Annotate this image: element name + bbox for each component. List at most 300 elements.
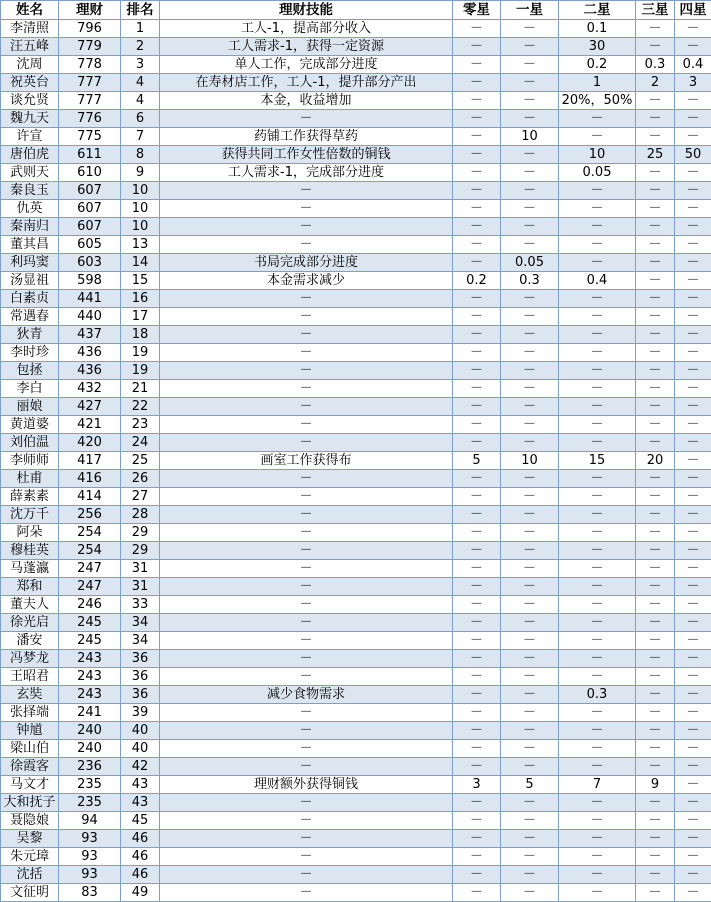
cell-star-3: －	[636, 632, 675, 650]
cell-rank: 25	[121, 452, 160, 470]
cell-star-0: －	[453, 380, 501, 398]
table-row	[1, 254, 711, 272]
cell-star-4: －	[675, 722, 711, 740]
cell-star-2: －	[559, 236, 636, 254]
cell-star-3: －	[636, 704, 675, 722]
cell-star-3: －	[636, 398, 675, 416]
table-row	[1, 704, 711, 722]
cell-star-1: －	[501, 398, 559, 416]
table-row	[1, 596, 711, 614]
cell-skill: －	[160, 812, 453, 830]
cell-star-3: －	[636, 362, 675, 380]
cell-star-0: －	[453, 632, 501, 650]
cell-star-2: －	[559, 398, 636, 416]
cell-star-3: －	[636, 722, 675, 740]
cell-skill: 减少食物需求	[160, 686, 453, 704]
cell-star-1: －	[501, 74, 559, 92]
cell-star-1: －	[501, 794, 559, 812]
cell-skill: －	[160, 524, 453, 542]
cell-rank: 26	[121, 470, 160, 488]
cell-star-1: －	[501, 704, 559, 722]
cell-star-1: －	[501, 308, 559, 326]
cell-skill: －	[160, 614, 453, 632]
cell-money: 610	[59, 164, 121, 182]
cell-star-0: －	[453, 848, 501, 866]
cell-money: 235	[59, 794, 121, 812]
cell-rank: 24	[121, 434, 160, 452]
cell-star-0: －	[453, 650, 501, 668]
cell-rank: 4	[121, 92, 160, 110]
table-row	[1, 236, 711, 254]
cell-rank: 6	[121, 110, 160, 128]
cell-star-0: －	[453, 74, 501, 92]
cell-money: 796	[59, 20, 121, 38]
cell-star-4: －	[675, 830, 711, 848]
cell-star-0: －	[453, 686, 501, 704]
cell-star-2: －	[559, 488, 636, 506]
cell-money: 94	[59, 812, 121, 830]
cell-skill: －	[160, 596, 453, 614]
cell-money: 607	[59, 218, 121, 236]
cell-star-1: －	[501, 488, 559, 506]
cell-star-1: －	[501, 200, 559, 218]
cell-skill: 本金，收益增加	[160, 92, 453, 110]
cell-name: 黄道婆	[1, 416, 59, 434]
cell-star-2: －	[559, 254, 636, 272]
cell-skill: －	[160, 470, 453, 488]
cell-star-3: －	[636, 254, 675, 272]
cell-star-1: －	[501, 434, 559, 452]
cell-star-3: －	[636, 650, 675, 668]
cell-name: 李白	[1, 380, 59, 398]
cell-rank: 10	[121, 182, 160, 200]
cell-star-0: －	[453, 830, 501, 848]
cell-star-2: －	[559, 128, 636, 146]
table-row	[1, 668, 711, 686]
cell-name: 唐伯虎	[1, 146, 59, 164]
cell-skill: －	[160, 380, 453, 398]
cell-money: 243	[59, 686, 121, 704]
cell-star-1: －	[501, 884, 559, 902]
table-row	[1, 308, 711, 326]
cell-star-2: 0.1	[559, 20, 636, 38]
cell-star-4: －	[675, 614, 711, 632]
table-row	[1, 200, 711, 218]
cell-star-4: －	[675, 848, 711, 866]
cell-star-0: －	[453, 866, 501, 884]
cell-rank: 22	[121, 398, 160, 416]
cell-rank: 2	[121, 38, 160, 56]
cell-star-0: －	[453, 596, 501, 614]
cell-star-2: －	[559, 704, 636, 722]
cell-star-1: －	[501, 182, 559, 200]
cell-rank: 29	[121, 524, 160, 542]
cell-star-3: 2	[636, 74, 675, 92]
cell-star-0: －	[453, 200, 501, 218]
cell-skill: －	[160, 866, 453, 884]
table-row	[1, 128, 711, 146]
cell-skill: 画室工作获得布	[160, 452, 453, 470]
cell-star-1: 5	[501, 776, 559, 794]
cell-skill: －	[160, 632, 453, 650]
cell-name: 潘安	[1, 632, 59, 650]
table-body	[1, 20, 711, 902]
cell-skill: 单人工作，完成部分进度	[160, 56, 453, 74]
cell-star-1: －	[501, 830, 559, 848]
cell-star-0: －	[453, 38, 501, 56]
cell-money: 93	[59, 830, 121, 848]
cell-money: 414	[59, 488, 121, 506]
table-row	[1, 686, 711, 704]
cell-star-2: －	[559, 866, 636, 884]
cell-star-3: －	[636, 524, 675, 542]
cell-money: 243	[59, 668, 121, 686]
cell-star-1: －	[501, 542, 559, 560]
cell-name: 王昭君	[1, 668, 59, 686]
cell-star-0: －	[453, 578, 501, 596]
cell-star-1: －	[501, 110, 559, 128]
cell-skill: －	[160, 416, 453, 434]
cell-star-3: －	[636, 560, 675, 578]
cell-money: 241	[59, 704, 121, 722]
cell-star-1: －	[501, 344, 559, 362]
cell-star-3: －	[636, 668, 675, 686]
cell-star-2: 0.4	[559, 272, 636, 290]
cell-star-1: －	[501, 686, 559, 704]
cell-star-1: －	[501, 866, 559, 884]
cell-name: 秦良玉	[1, 182, 59, 200]
cell-star-4: －	[675, 632, 711, 650]
cell-skill: －	[160, 668, 453, 686]
cell-rank: 18	[121, 326, 160, 344]
cell-star-0: －	[453, 668, 501, 686]
cell-rank: 45	[121, 812, 160, 830]
cell-rank: 33	[121, 596, 160, 614]
cell-rank: 19	[121, 344, 160, 362]
cell-star-1: －	[501, 470, 559, 488]
cell-star-2: －	[559, 380, 636, 398]
cell-star-3: －	[636, 200, 675, 218]
cell-rank: 13	[121, 236, 160, 254]
cell-star-0: －	[453, 218, 501, 236]
cell-star-3: －	[636, 542, 675, 560]
cell-star-0: －	[453, 92, 501, 110]
cell-star-3: －	[636, 848, 675, 866]
cell-star-0: －	[453, 236, 501, 254]
cell-skill: －	[160, 362, 453, 380]
cell-star-3: 20	[636, 452, 675, 470]
cell-star-0: －	[453, 326, 501, 344]
cell-skill: －	[160, 794, 453, 812]
cell-star-4: －	[675, 290, 711, 308]
cell-star-4: －	[675, 686, 711, 704]
cell-star-4: －	[675, 452, 711, 470]
cell-star-0: －	[453, 146, 501, 164]
cell-star-2: －	[559, 218, 636, 236]
cell-star-0: －	[453, 308, 501, 326]
cell-skill: －	[160, 434, 453, 452]
cell-money: 256	[59, 506, 121, 524]
cell-star-4: －	[675, 470, 711, 488]
cell-star-0: －	[453, 416, 501, 434]
cell-star-1: －	[501, 92, 559, 110]
cell-star-1: －	[501, 650, 559, 668]
cell-name: 徐光启	[1, 614, 59, 632]
cell-star-2: －	[559, 596, 636, 614]
cell-skill: －	[160, 182, 453, 200]
cell-star-4: －	[675, 506, 711, 524]
cell-star-4: －	[675, 236, 711, 254]
cell-money: 603	[59, 254, 121, 272]
cell-rank: 21	[121, 380, 160, 398]
cell-name: 祝英台	[1, 74, 59, 92]
cell-star-4: －	[675, 434, 711, 452]
cell-star-2: －	[559, 812, 636, 830]
cell-name: 薛素素	[1, 488, 59, 506]
cell-name: 仇英	[1, 200, 59, 218]
cell-star-1: －	[501, 848, 559, 866]
table-row	[1, 560, 711, 578]
cell-star-0: －	[453, 884, 501, 902]
cell-rank: 4	[121, 74, 160, 92]
cell-star-1: －	[501, 560, 559, 578]
cell-money: 93	[59, 848, 121, 866]
cell-star-0: －	[453, 290, 501, 308]
cell-money: 417	[59, 452, 121, 470]
cell-star-0: －	[453, 254, 501, 272]
table-row	[1, 524, 711, 542]
cell-star-2: －	[559, 110, 636, 128]
cell-skill: 在寿材店工作，工人-1，提升部分产出	[160, 74, 453, 92]
cell-name: 马蓬瀛	[1, 560, 59, 578]
cell-skill: －	[160, 578, 453, 596]
cell-rank: 31	[121, 578, 160, 596]
cell-star-2: －	[559, 740, 636, 758]
table-row	[1, 416, 711, 434]
cell-skill: 获得共同工作女性倍数的铜钱	[160, 146, 453, 164]
cell-star-4: －	[675, 20, 711, 38]
cell-rank: 8	[121, 146, 160, 164]
cell-name: 武则天	[1, 164, 59, 182]
table-row	[1, 56, 711, 74]
cell-star-4: －	[675, 380, 711, 398]
cell-skill: －	[160, 740, 453, 758]
cell-skill: －	[160, 488, 453, 506]
table-row	[1, 794, 711, 812]
cell-star-1: －	[501, 56, 559, 74]
cell-money: 611	[59, 146, 121, 164]
cell-name: 沈括	[1, 866, 59, 884]
cell-skill: －	[160, 758, 453, 776]
cell-star-3: －	[636, 218, 675, 236]
cell-star-1: －	[501, 758, 559, 776]
cell-rank: 46	[121, 866, 160, 884]
cell-money: 436	[59, 362, 121, 380]
cell-rank: 27	[121, 488, 160, 506]
cell-star-2: 0.3	[559, 686, 636, 704]
cell-rank: 43	[121, 794, 160, 812]
cell-rank: 10	[121, 218, 160, 236]
cell-name: 郑和	[1, 578, 59, 596]
cell-star-4: －	[675, 812, 711, 830]
cell-star-3: －	[636, 272, 675, 290]
cell-money: 421	[59, 416, 121, 434]
cell-name: 阿朵	[1, 524, 59, 542]
cell-star-3: －	[636, 758, 675, 776]
cell-money: 778	[59, 56, 121, 74]
cell-rank: 49	[121, 884, 160, 902]
cell-skill: －	[160, 200, 453, 218]
cell-star-4: －	[675, 272, 711, 290]
table-row	[1, 632, 711, 650]
cell-star-2: －	[559, 668, 636, 686]
cell-rank: 40	[121, 722, 160, 740]
cell-star-4: －	[675, 884, 711, 902]
cell-rank: 17	[121, 308, 160, 326]
table-row	[1, 434, 711, 452]
cell-star-0: －	[453, 560, 501, 578]
cell-money: 420	[59, 434, 121, 452]
cell-star-1: －	[501, 218, 559, 236]
cell-star-3: －	[636, 506, 675, 524]
cell-name: 包拯	[1, 362, 59, 380]
cell-star-2: －	[559, 848, 636, 866]
cell-skill: －	[160, 344, 453, 362]
cell-name: 李师师	[1, 452, 59, 470]
cell-star-4: －	[675, 362, 711, 380]
cell-name: 秦南归	[1, 218, 59, 236]
cell-star-0: －	[453, 524, 501, 542]
cell-star-1: 0.3	[501, 272, 559, 290]
cell-star-3: －	[636, 614, 675, 632]
cell-star-1: －	[501, 614, 559, 632]
cell-star-1: －	[501, 38, 559, 56]
cell-star-4: －	[675, 776, 711, 794]
table-row	[1, 740, 711, 758]
cell-star-3: －	[636, 686, 675, 704]
cell-money: 236	[59, 758, 121, 776]
table-row	[1, 488, 711, 506]
cell-name: 汪五峰	[1, 38, 59, 56]
cell-star-1: －	[501, 578, 559, 596]
cell-star-1: 0.05	[501, 254, 559, 272]
cell-star-4: －	[675, 128, 711, 146]
cell-star-2: －	[559, 344, 636, 362]
cell-skill: －	[160, 542, 453, 560]
cell-money: 775	[59, 128, 121, 146]
cell-star-4: －	[675, 308, 711, 326]
cell-rank: 40	[121, 740, 160, 758]
cell-star-1: －	[501, 632, 559, 650]
cell-star-4: －	[675, 596, 711, 614]
cell-money: 776	[59, 110, 121, 128]
cell-star-0: －	[453, 542, 501, 560]
cell-skill: 工人需求-1，获得一定资源	[160, 38, 453, 56]
cell-star-2: －	[559, 794, 636, 812]
cell-star-0: －	[453, 758, 501, 776]
cell-name: 梁山伯	[1, 740, 59, 758]
cell-name: 许宣	[1, 128, 59, 146]
table-row	[1, 20, 711, 38]
cell-star-2: －	[559, 632, 636, 650]
cell-rank: 3	[121, 56, 160, 74]
table-row	[1, 812, 711, 830]
cell-star-1: －	[501, 524, 559, 542]
cell-name: 张择端	[1, 704, 59, 722]
cell-name: 沈周	[1, 56, 59, 74]
cell-rank: 31	[121, 560, 160, 578]
cell-star-4: －	[675, 866, 711, 884]
cell-name: 玄奘	[1, 686, 59, 704]
cell-star-4: －	[675, 650, 711, 668]
cell-star-3: －	[636, 470, 675, 488]
cell-name: 聂隐娘	[1, 812, 59, 830]
cell-name: 李清照	[1, 20, 59, 38]
cell-star-2: －	[559, 290, 636, 308]
table-row	[1, 758, 711, 776]
cell-star-4: －	[675, 578, 711, 596]
cell-star-4: －	[675, 254, 711, 272]
cell-name: 穆桂英	[1, 542, 59, 560]
table-row	[1, 218, 711, 236]
cell-money: 247	[59, 578, 121, 596]
cell-rank: 23	[121, 416, 160, 434]
cell-name: 利玛窦	[1, 254, 59, 272]
cell-skill: －	[160, 650, 453, 668]
cell-star-3: －	[636, 884, 675, 902]
cell-star-3: －	[636, 20, 675, 38]
cell-star-0: 0.2	[453, 272, 501, 290]
cell-money: 779	[59, 38, 121, 56]
cell-star-4: －	[675, 110, 711, 128]
cell-star-4: －	[675, 668, 711, 686]
table-row	[1, 398, 711, 416]
cell-money: 235	[59, 776, 121, 794]
cell-name: 徐霞客	[1, 758, 59, 776]
cell-star-1: －	[501, 236, 559, 254]
cell-star-2: －	[559, 416, 636, 434]
cell-name: 汤显祖	[1, 272, 59, 290]
cell-skill: 本金需求减少	[160, 272, 453, 290]
cell-star-4: －	[675, 794, 711, 812]
cell-rank: 19	[121, 362, 160, 380]
table-row	[1, 272, 711, 290]
cell-star-1: －	[501, 416, 559, 434]
cell-star-4: －	[675, 92, 711, 110]
cell-star-3: －	[636, 92, 675, 110]
cell-star-0: －	[453, 344, 501, 362]
table-row	[1, 326, 711, 344]
table-row	[1, 74, 711, 92]
table-row	[1, 848, 711, 866]
cell-star-3: －	[636, 308, 675, 326]
header-rank: 排名	[121, 1, 160, 20]
cell-money: 247	[59, 560, 121, 578]
cell-star-1: －	[501, 362, 559, 380]
cell-skill: －	[160, 506, 453, 524]
cell-star-0: －	[453, 398, 501, 416]
cell-star-2: 30	[559, 38, 636, 56]
cell-name: 文征明	[1, 884, 59, 902]
cell-rank: 9	[121, 164, 160, 182]
table-row	[1, 578, 711, 596]
cell-star-3: 9	[636, 776, 675, 794]
cell-star-4: －	[675, 416, 711, 434]
cell-rank: 29	[121, 542, 160, 560]
cell-name: 李时珍	[1, 344, 59, 362]
cell-star-4: －	[675, 218, 711, 236]
table-row	[1, 380, 711, 398]
